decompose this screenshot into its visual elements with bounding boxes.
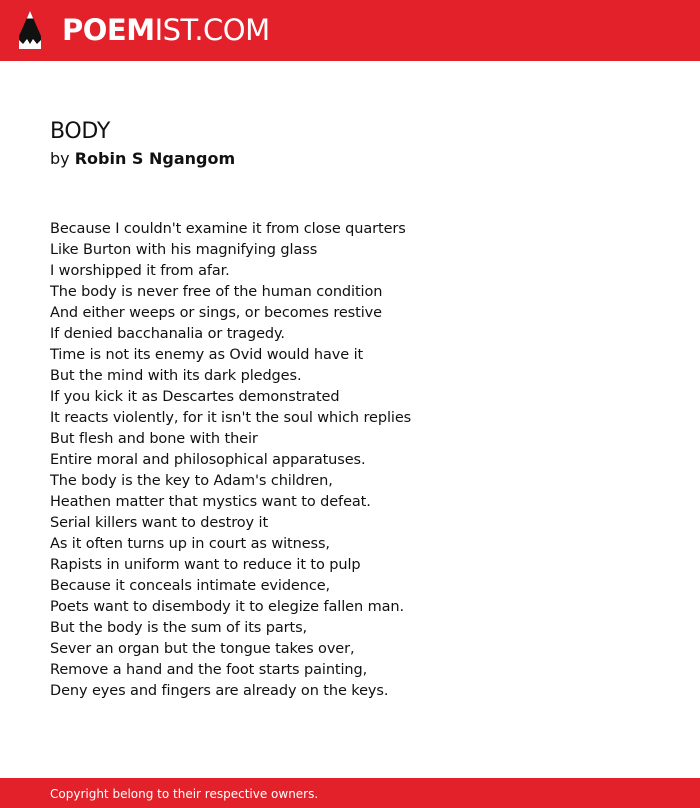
logo-light-part: IST.COM — [154, 13, 270, 47]
poem-line: But the mind with its dark pledges. — [50, 368, 302, 384]
poem-title: BODY — [50, 119, 110, 144]
poem-line: If denied bacchanalia or tragedy. — [50, 326, 285, 342]
pencil-tip-icon — [18, 10, 42, 50]
poem-line: Sever an organ but the tongue takes over, — [50, 641, 355, 657]
poem-line: Remove a hand and the foot starts painting, — [50, 662, 368, 678]
poem-line: Because it conceals intimate evidence, — [50, 578, 331, 594]
poem-line: Entire moral and philosophical apparatuses. — [50, 452, 366, 468]
poem-line: The body is never free of the human condition — [50, 284, 383, 300]
poem-line: Deny eyes and fingers are already on the keys. — [50, 683, 389, 699]
poem-line: If you kick it as Descartes demonstrated — [50, 389, 340, 405]
poem-line: And either weeps or sings, or becomes restive — [50, 305, 382, 321]
poem-line: Heathen matter that mystics want to defeat. — [50, 494, 371, 510]
poem-author: Robin S Ngangom — [74, 149, 236, 168]
poem-body — [50, 219, 650, 702]
poem-line: Time is not its enemy as Ovid would have it — [50, 347, 364, 363]
poem-line: As it often turns up in court as witness, — [50, 536, 330, 552]
site-footer — [0, 778, 700, 808]
copyright-notice: Copyright belong to their respective owners. — [50, 787, 319, 801]
poem-line: Serial killers want to destroy it — [50, 515, 269, 531]
poem-line: But flesh and bone with their — [50, 431, 258, 447]
poem-line: It reacts violently, for it isn't the soul which replies — [50, 410, 412, 426]
poem-line: Poets want to disembody it to elegize fallen man. — [50, 599, 404, 615]
poem-byline — [50, 148, 235, 170]
poem-line: Rapists in uniform want to reduce it to pulp — [50, 557, 361, 573]
site-logo-text — [62, 10, 270, 50]
site-logo-link[interactable] — [18, 10, 270, 50]
poem-line: The body is the key to Adam's children, — [50, 473, 333, 489]
site-header — [0, 0, 700, 61]
poem-line: Because I couldn't examine it from close quarters — [50, 221, 406, 237]
poem-line: Like Burton with his magnifying glass — [50, 242, 318, 258]
byline-prefix: by — [50, 149, 70, 168]
poem-line: But the body is the sum of its parts, — [50, 620, 308, 636]
poem-line: I worshipped it from afar. — [50, 263, 230, 279]
logo-bold-part: POEM — [62, 13, 155, 47]
